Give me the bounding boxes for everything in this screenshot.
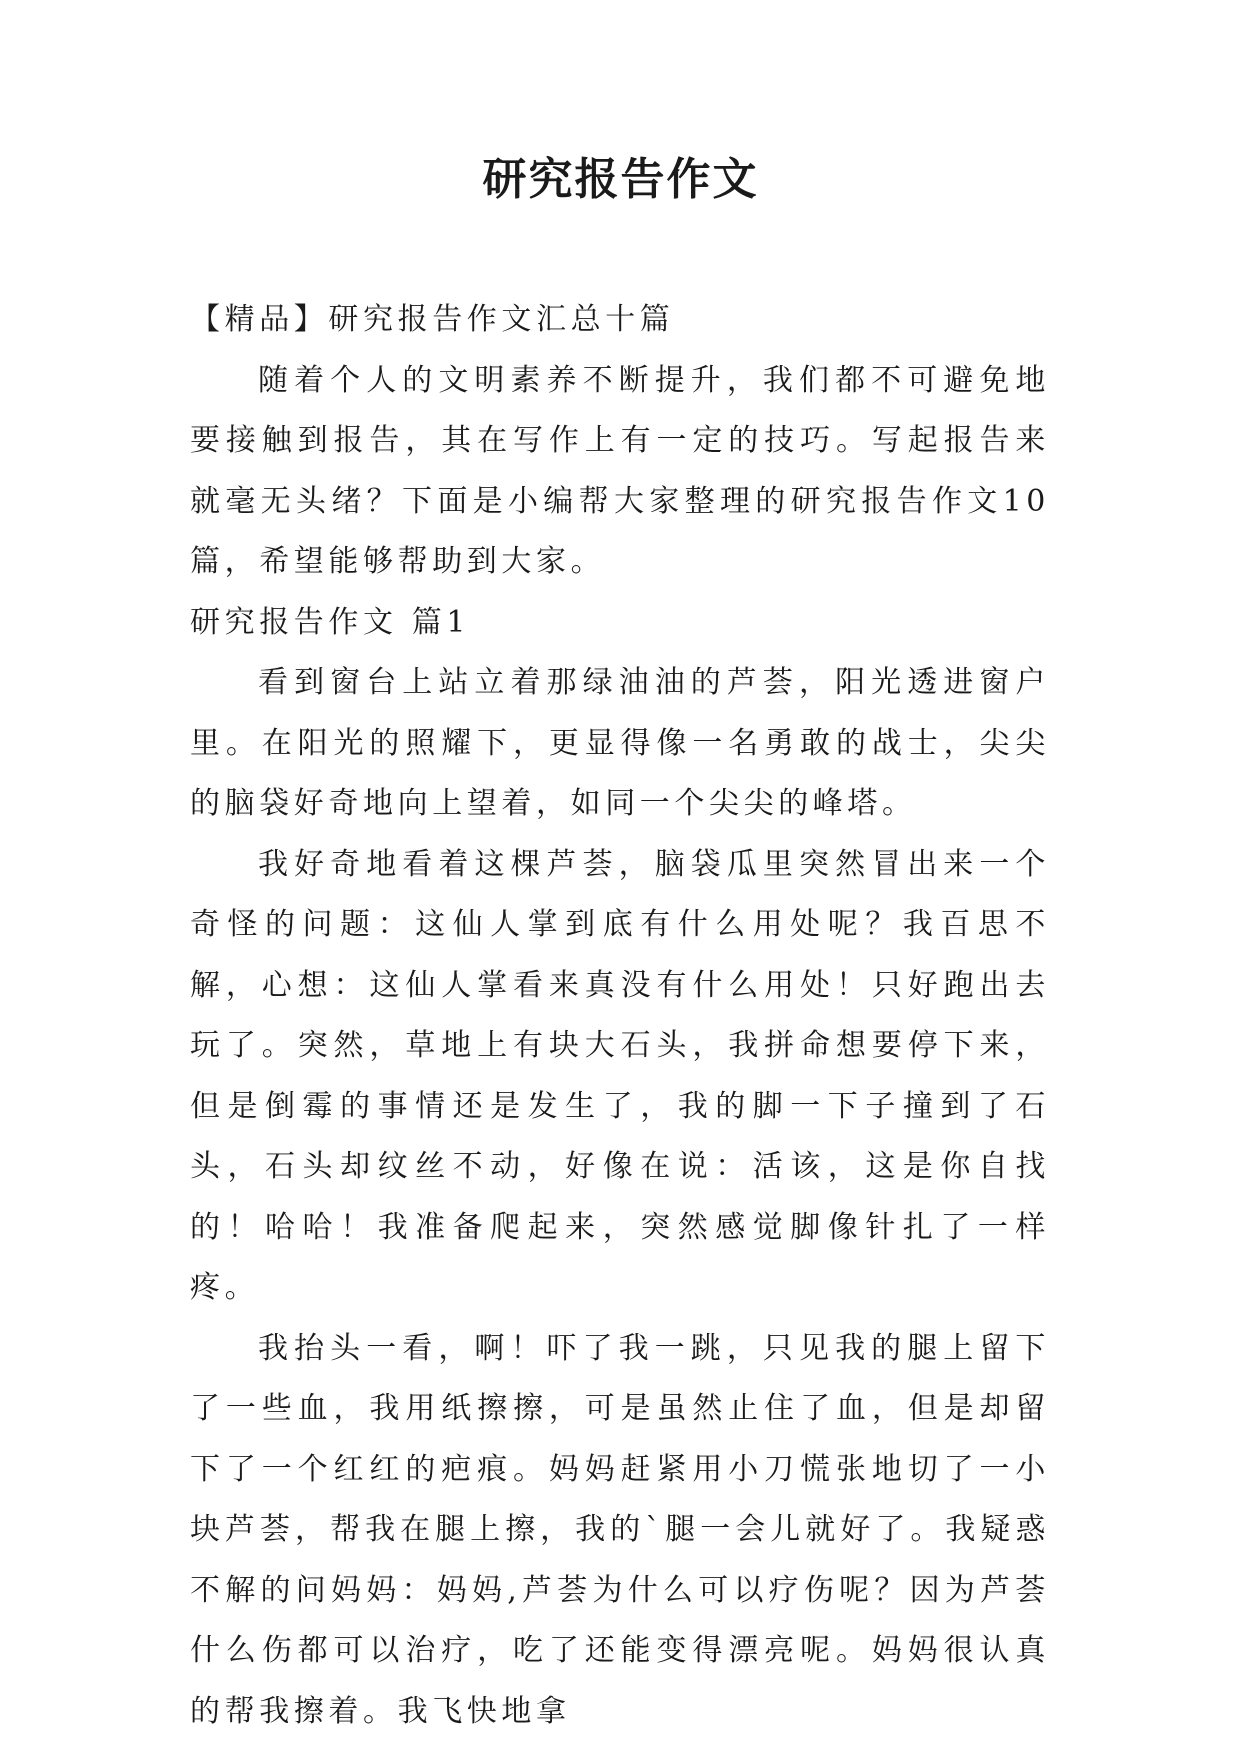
section-heading: 研究报告作文 篇1 xyxy=(190,604,471,640)
body-paragraph: 看到窗台上站立着那绿油油的芦荟，阳光透进窗户里。在阳光的照耀下，更显得像一名勇敢的战士，尖尖的脑袋好奇地向上望着，如同一个尖尖的峰塔。 xyxy=(190,665,1050,821)
document-body xyxy=(190,290,1050,1742)
intro-paragraph: 随着个人的文明素养不断提升，我们都不可避免地要接触到报告，其在写作上有一定的技巧。写起报告来就毫无头绪？下面是小编帮大家整理的研究报告作文10篇，希望能够帮助到大家。 xyxy=(190,362,1050,579)
body-paragraph: 我抬头一看，啊！吓了我一跳，只见我的腿上留下了一些血，我用纸擦擦，可是虽然止住了血，但是却留下了一个红红的疤痕。妈妈赶紧用小刀慌张地切了一小块芦荟，帮我在腿上擦，我的`腿一会儿就好了。我疑惑不解的问妈妈：妈妈,芦荟为什么可以疗伤呢？因为芦荟什么伤都可以治疗，吃了还能变得漂亮呢。妈妈很认真的帮我擦着。我飞快地拿 xyxy=(190,1330,1050,1729)
page-title: 研究报告作文 xyxy=(482,154,759,205)
document-subtitle: 【精品】研究报告作文汇总十篇 xyxy=(190,302,675,337)
body-paragraph: 我好奇地看着这棵芦荟，脑袋瓜里突然冒出来一个奇怪的问题：这仙人掌到底有什么用处呢？我百思不解，心想：这仙人掌看来真没有什么用处！只好跑出去玩了。突然，草地上有块大石头，我拼命想要停下来，但是倒霉的事情还是发生了，我的脚一下子撞到了石头，石头却纹丝不动，好像在说：活该，这是你自找的！哈哈！我准备爬起来，突然感觉脚像针扎了一样疼。 xyxy=(190,846,1050,1305)
